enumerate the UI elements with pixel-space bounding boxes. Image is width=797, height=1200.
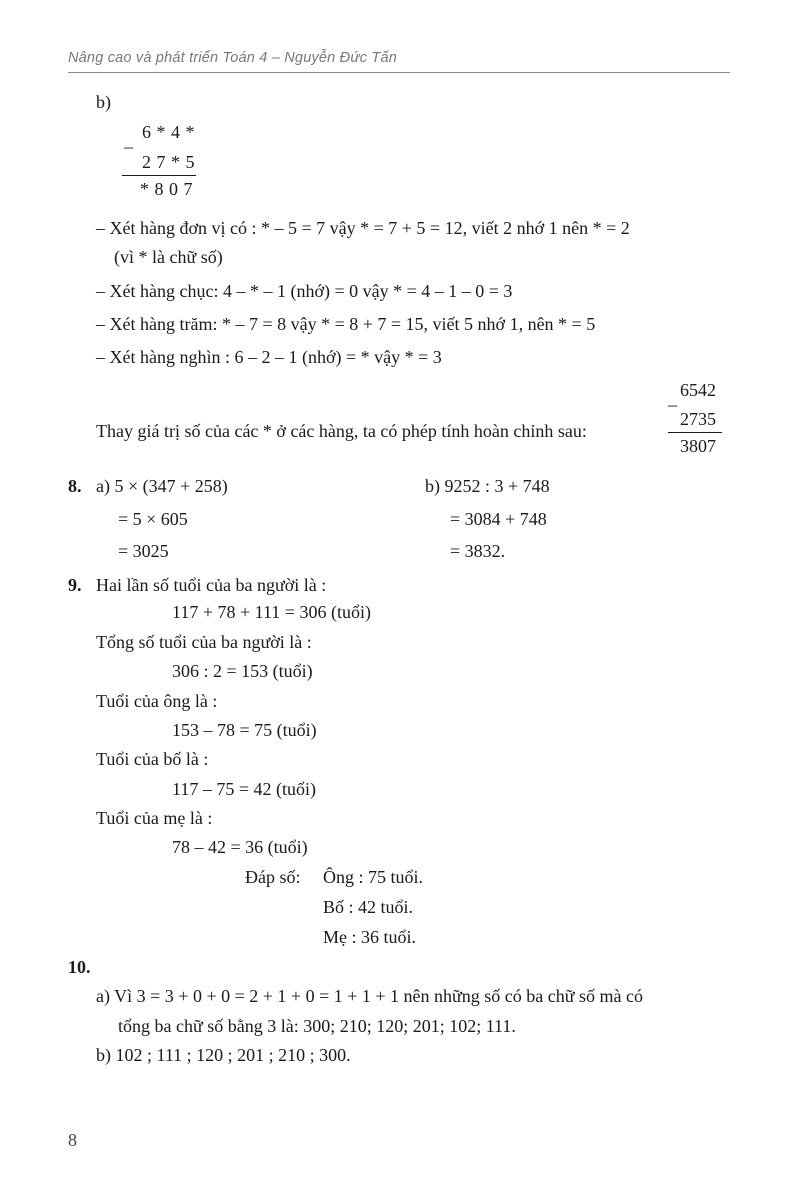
final-rule bbox=[668, 432, 722, 433]
step-units-note: (vì * là chữ số) bbox=[114, 247, 223, 267]
running-header: Nâng cao và phát triển Toán 4 – Nguyễn Đức Tấn bbox=[68, 50, 397, 66]
q9-answer-bo: Bố : 42 tuổi. bbox=[323, 897, 414, 917]
final-minus-sign: _ bbox=[668, 388, 677, 408]
q9-line-1: Hai lần số tuổi của ba người là : bbox=[96, 575, 327, 595]
q10-number: 10. bbox=[68, 957, 91, 977]
header-rule bbox=[68, 72, 730, 73]
subtraction-subtrahend: 2 7 * 5 bbox=[142, 152, 195, 172]
q9-line-2: 117 + 78 + 111 = 306 (tuổi) bbox=[172, 602, 371, 622]
q9-answer-me: Mẹ : 36 tuổi. bbox=[323, 927, 416, 947]
q8-a-line1: a) 5 × (347 + 258) bbox=[96, 476, 228, 496]
subtraction-minus-sign: _ bbox=[124, 130, 133, 150]
part-b-label: b) bbox=[96, 92, 111, 112]
q9-line-6: 153 – 78 = 75 (tuổi) bbox=[172, 720, 317, 740]
q9-line-3: Tổng số tuổi của ba người là : bbox=[96, 632, 312, 652]
subtraction-result: * 8 0 7 bbox=[140, 179, 193, 199]
subtraction-minuend: 6 * 4 * bbox=[142, 122, 195, 142]
q8-b-line1: b) 9252 : 3 + 748 bbox=[425, 476, 550, 496]
q10-b: b) 102 ; 111 ; 120 ; 201 ; 210 ; 300. bbox=[96, 1045, 351, 1065]
q9-answer-ong: Ông : 75 tuổi. bbox=[323, 867, 424, 887]
q9-line-8: 117 – 75 = 42 (tuổi) bbox=[172, 779, 316, 799]
step-units: – Xét hàng đơn vị có : * – 5 = 7 vậy * = 7 + 5 = 12, viết 2 nhớ 1 nên * = 2 bbox=[96, 218, 630, 238]
q9-answer-label: Đáp số: bbox=[245, 867, 301, 887]
conclusion-text: Thay giá trị số của các * ở các hàng, ta có phép tính hoàn chỉnh sau: bbox=[96, 421, 587, 441]
q8-b-line3: = 3832. bbox=[450, 541, 506, 561]
q9-number: 9. bbox=[68, 575, 82, 595]
q10-a-line2: tổng ba chữ số bằng 3 là: 300; 210; 120; 201; 102; 111. bbox=[118, 1016, 516, 1036]
q8-a-line2: = 5 × 605 bbox=[118, 509, 188, 529]
q9-line-9: Tuổi của mẹ là : bbox=[96, 808, 213, 828]
q9-line-5: Tuổi của ông là : bbox=[96, 691, 218, 711]
page-number: 8 bbox=[68, 1130, 77, 1150]
q10-a-line1: a) Vì 3 = 3 + 0 + 0 = 2 + 1 + 0 = 1 + 1 + 1 nên những số có ba chữ số mà có bbox=[96, 986, 643, 1006]
q9-line-10: 78 – 42 = 36 (tuổi) bbox=[172, 837, 308, 857]
subtraction-rule bbox=[122, 175, 196, 176]
q8-b-line2: = 3084 + 748 bbox=[450, 509, 547, 529]
final-subtrahend: 2735 bbox=[680, 409, 716, 429]
q8-number: 8. bbox=[68, 476, 82, 496]
q8-a-line3: = 3025 bbox=[118, 541, 169, 561]
q9-line-4: 306 : 2 = 153 (tuổi) bbox=[172, 661, 313, 681]
final-result: 3807 bbox=[680, 436, 716, 456]
q9-line-7: Tuổi của bố là : bbox=[96, 749, 209, 769]
step-tens: – Xét hàng chục: 4 – * – 1 (nhớ) = 0 vậy * = 4 – 1 – 0 = 3 bbox=[96, 281, 513, 301]
step-thousands: – Xét hàng nghìn : 6 – 2 – 1 (nhớ) = * vậy * = 3 bbox=[96, 347, 442, 367]
final-minuend: 6542 bbox=[680, 380, 716, 400]
step-hundreds: – Xét hàng trăm: * – 7 = 8 vậy * = 8 + 7 = 15, viết 5 nhớ 1, nên * = 5 bbox=[96, 314, 596, 334]
